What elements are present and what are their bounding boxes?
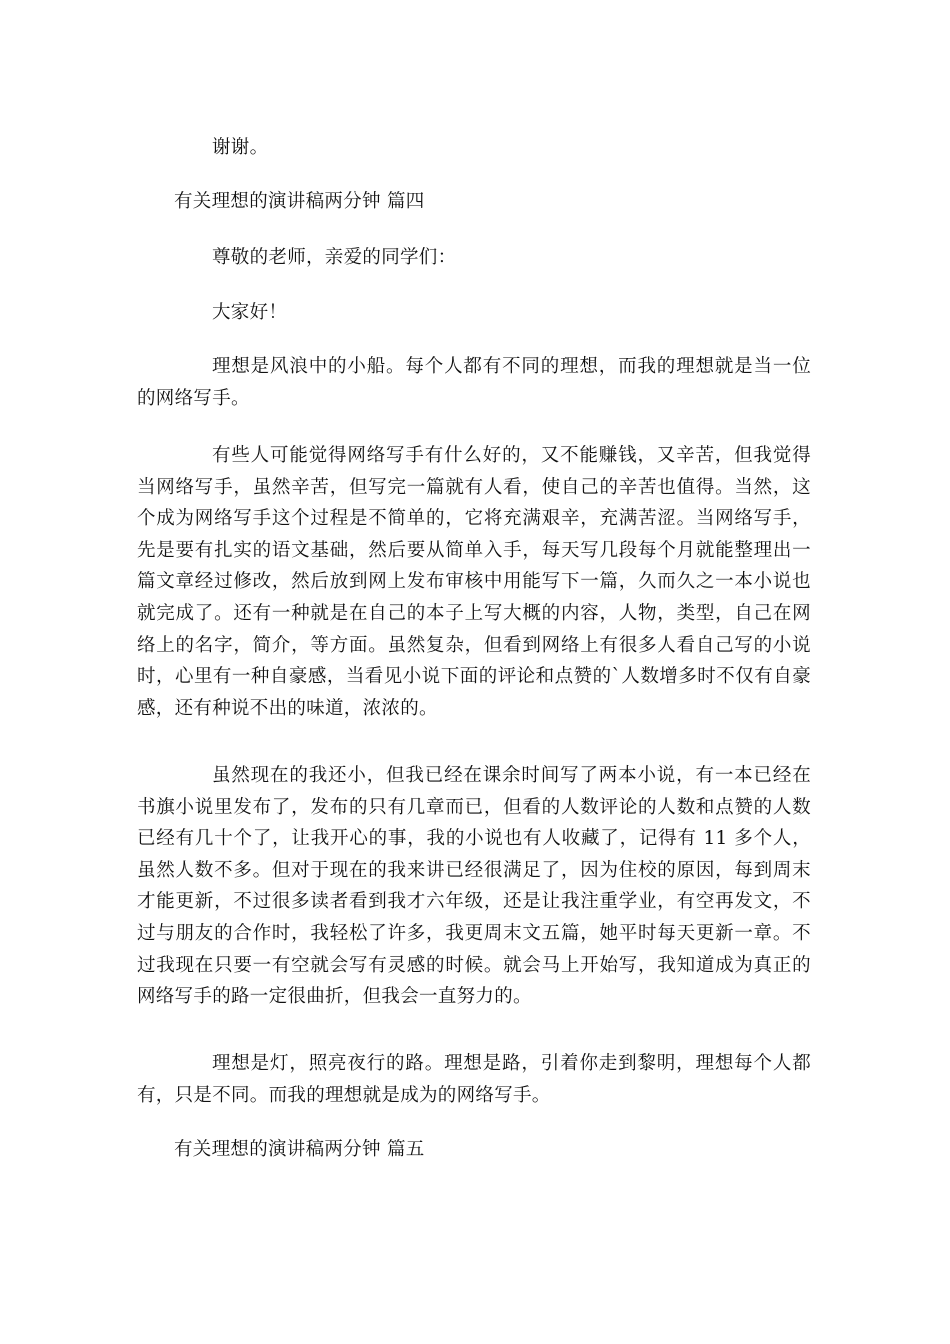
paragraph-4: 理想是灯，照亮夜行的路。理想是路，引着你走到黎明，理想每个人都有，只是不同。而我的理想就是成为的网络写手。 (137, 1053, 811, 1106)
closing-text: 谢谢。 (212, 137, 269, 158)
paragraph-3: 虽然现在的我还小，但我已经在课余时间写了两本小说，有一本已经在书旗小说里发布了，发布的只有几章而已，但看的人数评论的人数和点赞的人数已经有几十个了，让我开心的事，我的小说也有人收藏了，记得有 11 多个人，虽然人数不多。但对于现在的我来讲已经很满足了，因为住校的原因，每到周末才能更新，不过很多读者看到我才六年级，还是让我注重学业，有空再发文，不过与朋友的合作时，我轻松了许多，我更周末文五篇，她平时每天更新一章。不过我现在只要一有空就会写有灵感的时候。就会马上开始写，我知道成为真正的网络写手的路一定很曲折，但我会一直努力的。 (137, 765, 811, 1008)
section-heading-4: 有关理想的演讲稿两分钟 篇四 (174, 191, 425, 212)
greeting-text: 大家好！ (212, 302, 288, 323)
section-heading-5: 有关理想的演讲稿两分钟 篇五 (174, 1139, 425, 1160)
paragraph-2: 有些人可能觉得网络写手有什么好的，又不能赚钱，又辛苦，但我觉得当网络写手，虽然辛苦，但写完一篇就有人看，使自己的辛苦也值得。当然，这个成为网络写手这个过程是不简单的，它将充满艰辛，充满苦涩。当网络写手，先是要有扎实的语文基础，然后要从简单入手，每天写几段每个月就能整理出一篇文章经过修改，然后放到网上发布审核中用能写下一篇，久而久之一本小说也就完成了。还有一种就是在自己的本子上写大概的内容，人物，类型，自己在网络上的名字，简介，等方面。虽然复杂，但看到网络上有很多人看自己写的小说时，心里有一种自豪感，当看见小说下面的评论和点赞的`人数增多时不仅有自豪感，还有种说不出的味道，浓浓的。 (137, 445, 811, 719)
salutation-text: 尊敬的老师，亲爱的同学们： (212, 247, 457, 268)
paragraph-1: 理想是风浪中的小船。每个人都有不同的理想，而我的理想就是当一位的网络写手。 (137, 356, 811, 409)
